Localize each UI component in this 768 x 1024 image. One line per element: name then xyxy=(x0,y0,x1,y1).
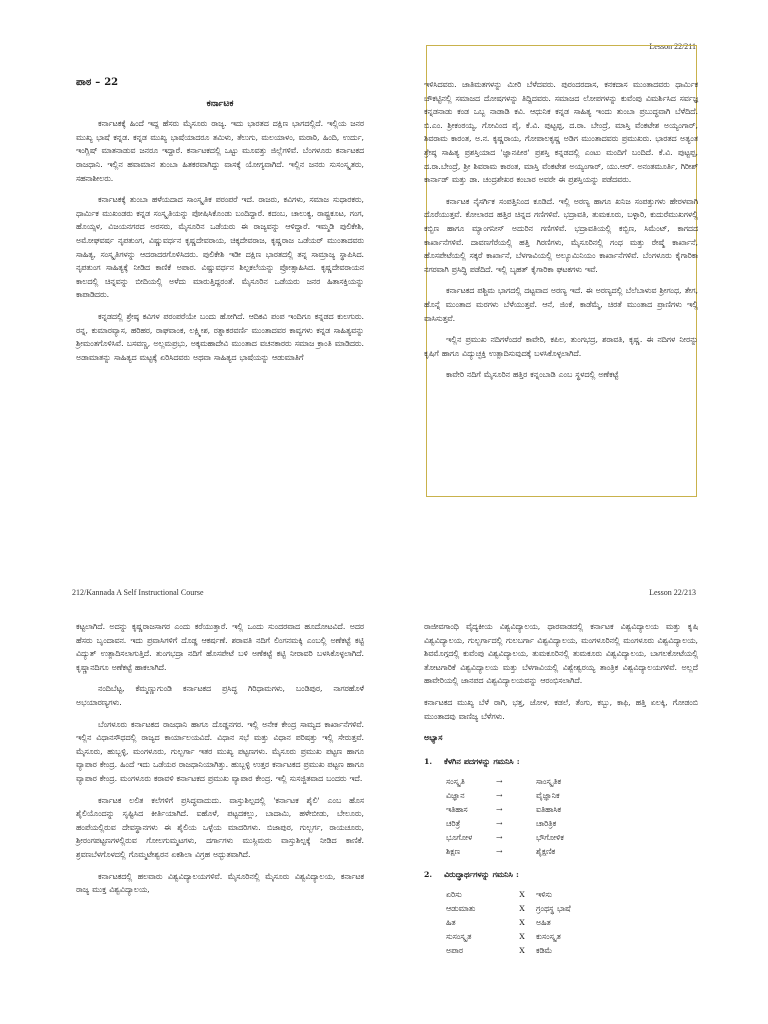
paragraph: ಕಾವೇರಿ ನದಿಗೆ ಮೈಸೂರಿನ ಹತ್ತಿರ ಕನ್ನಂಬಾಡಿ ಎಂಬ ಸ್ಥಳದಲ್ಲಿ ಅಣೆಕಟ್ಟೆ xyxy=(446,370,619,380)
arrow-icon: → xyxy=(496,790,503,800)
exercise-number: 1. xyxy=(424,756,433,766)
lesson-title: ಕರ್ನಾಟಕ xyxy=(206,98,234,109)
table-row xyxy=(446,930,656,944)
word: ಶಿಕ್ಷಣ xyxy=(446,846,461,856)
paragraph: ಕರ್ನಾಟಕದಲ್ಲಿ ಹಲವಾರು ವಿಶ್ವವಿದ್ಯಾಲಯಗಳಿವೆ. ಮೈಸೂರಿನಲ್ಲಿ ಮೈಸೂರು ವಿಶ್ವವಿದ್ಯಾಲಯ, ಕರ್ನಾಟಕ ರಾಜ್ಯ ಮುಕ್ತ ವಿಶ್ವವಿದ್ಯಾಲಯ, xyxy=(76,871,364,895)
page-213-right-column xyxy=(424,620,698,958)
arrow-icon: → xyxy=(496,832,503,842)
derived-word: ಐತಿಹಾಸಿಕ xyxy=(536,804,561,814)
antonym: ಕುಸಂಸ್ಕೃತ xyxy=(536,932,561,942)
paragraph: ರಾಜೀವಗಾಂಧಿ ವೈದ್ಯಕೀಯ ವಿಶ್ವವಿದ್ಯಾಲಯ, ಧಾರವಾಡದಲ್ಲಿ ಕರ್ನಾಟಕ ವಿಶ್ವವಿದ್ಯಾಲಯ ಮತ್ತು ಕೃಷಿ ವಿಶ್ವವಿದ್ಯಾಲಯ, ಗುಲ್ಬರ್ಗಾದಲ್ಲಿ ಗುಲಬರ್ಗಾ ವಿಶ್ವವಿದ್ಯಾಲಯ, ಮಂಗಳೂರಿನಲ್ಲಿ ಮಂಗಳೂರು ವಿಶ್ವವಿದ್ಯಾಲಯ, ಶಿವಮೊಗ್ಗದಲ್ಲಿ ಕುವೆಂಪು ವಿಶ್ವವಿದ್ಯಾಲಯ, ತುಮಕೂರಿನಲ್ಲಿ ತುಮಕೂರು ವಿಶ್ವವಿದ್ಯಾಲಯ, ಬಾಗಲಕೋಟೆಯಲ್ಲಿ ತೋಟಗಾರಿಕೆ ವಿಶ್ವವಿದ್ಯಾಲಯ ಮತ್ತು ಬೆಳಗಾವಿಯಲ್ಲಿ ವಿಶ್ವೇಶ್ವರಯ್ಯ ತಾಂತ್ರಿಕ ವಿಶ್ವವಿದ್ಯಾಲಯಗಳಿವೆ. ಅಲ್ಲದೆ ಹಾವೇರಿಯಲ್ಲಿ ಜಾನಪದ ವಿಶ್ವವಿದ್ಯಾಲಯವನ್ನು ಆರಂಭಿಸಲಾಗಿದೆ. xyxy=(424,622,698,686)
table-row xyxy=(446,816,656,830)
exercise-1-title xyxy=(424,755,698,769)
word: ಇತಿಹಾಸ xyxy=(446,804,468,814)
cross-icon: X xyxy=(519,946,525,956)
cross-icon: X xyxy=(519,890,525,900)
arrow-icon: → xyxy=(496,818,503,828)
table-row xyxy=(446,788,656,802)
paragraph: ಕರ್ನಾಟಕಕ್ಕೆ ಹಿಂದೆ ಇದ್ದ ಹೆಸರು ಮೈಸೂರು ರಾಜ್ಯ. ಇದು ಭಾರತದ ದಕ್ಷಿಣ ಭಾಗದಲ್ಲಿದೆ. ಇಲ್ಲಿಯ ಜನರ ಮುಖ್ಯ ಭಾಷೆ ಕನ್ನಡ. ಕನ್ನಡ ಮುಖ್ಯ ಭಾಷೆಯಾದರೂ ತಮಿಳು, ತೆಲುಗು, ಮಲಯಾಳಂ, ಮರಾಠಿ, ಹಿಂದಿ, ಉರ್ದು, ಇಂಗ್ಲಿಷ್ ಮಾತನಾಡುವ ಜನರೂ ಇದ್ದಾರೆ. ಕರ್ನಾಟಕದಲ್ಲಿ ಒಟ್ಟು ಮೂವತ್ತು ಜಿಲ್ಲೆಗಳಿವೆ. ಬೆಂಗಳೂರು ಕರ್ನಾಟಕದ ರಾಜಧಾನಿ. ಇಲ್ಲಿನ ಹವಾಮಾನ ತುಂಬಾ ಹಿತಕರವಾಗಿದ್ದು ವಾಸಕ್ಕೆ ಯೋಗ್ಯವಾಗಿದೆ. ಇಲ್ಲಿನ ಜನರು ಸುಸಂಸ್ಕೃತರು, ಸಹನಾಶೀಲರು. xyxy=(76,119,364,183)
cross-icon: X xyxy=(519,904,525,914)
exercise-title: ವಿರುದ್ಧಾರ್ಥಗಳನ್ನು ಗಮನಿಸಿ : xyxy=(444,870,519,880)
table-row xyxy=(446,830,656,844)
paragraph: ಕರ್ನಾಟಕದ ಪಶ್ಚಿಮ ಭಾಗದಲ್ಲಿ ದಟ್ಟವಾದ ಅರಣ್ಯ ಇದೆ. ಈ ಅರಣ್ಯದಲ್ಲಿ ಬೆಲೆಬಾಳುವ ಶ್ರೀಗಂಧ, ತೇಗ, ಹೊನ್ನೆ ಮುಂತಾದ ಮರಗಳು ಬೆಳೆಯುತ್ತವೆ. ಆನೆ, ಜಿಂಕೆ, ಕಾಡೆಮ್ಮೆ, ಚಿರತೆ ಮುಂತಾದ ಪ್ರಾಣಿಗಳು ಇಲ್ಲಿ ವಾಸಿಸುತ್ತವೆ. xyxy=(424,286,698,323)
word: ಹಿತ xyxy=(446,918,456,928)
arrow-icon: → xyxy=(496,804,503,814)
antonym: ಕಡಿಮೆ xyxy=(536,946,553,956)
derived-word: ಭೌಗೋಳಿಕ xyxy=(536,832,564,842)
exercise-2-title xyxy=(424,868,698,882)
word: ಚರಿತ್ರೆ xyxy=(446,818,461,828)
page-header-lesson-213: Lesson 22/213 xyxy=(649,588,696,597)
derived-word: ಚಾರಿತ್ರಿಕ xyxy=(536,818,557,828)
word: ಏರಿಸು xyxy=(446,890,462,900)
table-row xyxy=(446,802,656,816)
page-header-course-212: 212/Kannada A Self Instructional Course xyxy=(72,588,204,597)
page-213-left-column xyxy=(76,620,364,905)
page-211-left-column xyxy=(76,76,364,372)
table-row xyxy=(446,774,656,788)
cross-icon: X xyxy=(519,932,525,942)
word: ಅಪಾರ xyxy=(446,946,464,956)
paragraph: ನಂದಿಬೆಟ್ಟ, ಕೆಮ್ಮಣ್ಣುಗುಂಡಿ ಕರ್ನಾಟಕದ ಪ್ರಸಿದ್ಧ ಗಿರಿಧಾಮಗಳು, ಬಂಡಿಪುರ, ನಾಗರಹೊಳೆ ಅಭಯಾರಣ್ಯಗಳು. xyxy=(76,684,364,707)
word: ವಿಜ್ಞಾನ xyxy=(446,790,465,800)
page-header-lesson-211: Lesson 22/211 xyxy=(649,42,696,51)
paragraph: ಕಟ್ಟಲಾಗಿದೆ. ಅದನ್ನು ಕೃಷ್ಣರಾಜಸಾಗರ ಎಂದು ಕರೆಯುತ್ತಾರೆ. ಇಲ್ಲಿ ಒಂದು ಸುಂದರವಾದ ಹೂದೋಟವಿದೆ. ಅದರ ಹೆಸರು ಬೃಂದಾವನ. ಇದು ಪ್ರವಾಸಿಗಳಿಗೆ ದೊಡ್ಡ ಆಕರ್ಷಣೆ. ಶರಾವತಿ ನದಿಗೆ ಲಿಂಗನಮಕ್ಕಿ ಎಂಬಲ್ಲಿ ಅಣೆಕಟ್ಟೆ ಕಟ್ಟಿ ವಿದ್ಯುತ್ ಉತ್ಪಾದಿಸಲಾಗುತ್ತಿದೆ. ತುಂಗಭದ್ರಾ ನದಿಗೆ ಹೊಸಪೇಟೆ ಬಳಿ ಅಣೆಕಟ್ಟೆ ಕಟ್ಟಿ ನೀರಾವರಿ ಬಳಸಿಕೊಳ್ಳಲಾಗಿದೆ. ಕೃಷ್ಣಾನದಿಗೂ ಅಣೆಕಟ್ಟೆ ಹಾಕಲಾಗಿದೆ. xyxy=(76,622,364,672)
word: ಸಂಸ್ಕೃತಿ xyxy=(446,776,465,786)
page-211-right-column xyxy=(424,78,698,390)
antonym: ಅಹಿತ xyxy=(536,918,551,928)
cross-icon: X xyxy=(519,918,525,928)
antonym: ಗ್ರಂಥಸ್ಥ ಭಾಷೆ xyxy=(536,904,571,914)
paragraph: ಬೆಂಗಳೂರು ಕರ್ನಾಟಕದ ರಾಜಧಾನಿ ಹಾಗೂ ದೊಡ್ಡನಗರ. ಇಲ್ಲಿ ಅನೇಕ ಕೇಂದ್ರ ಸಾಮ್ಯದ ಕಾರ್ಖಾನೆಗಳಿವೆ. ಇಲ್ಲಿನ ವಿಧಾನಸೌಧದಲ್ಲಿ ರಾಜ್ಯದ ಕಾರ್ಯಾಲಯವಿದೆ. ವಿಧಾನ ಸಭೆ ಮತ್ತು ವಿಧಾನ ಪರಿಷತ್ತು ಇಲ್ಲಿ ಸೇರುತ್ತವೆ. ಮೈಸೂರು, ಹುಬ್ಬಳ್ಳಿ, ಮಂಗಳೂರು, ಗುಲ್ಬರ್ಗಾ ಇತರ ಮುಖ್ಯ ಪಟ್ಟಣಗಳು. ಮೈಸೂರು ಪ್ರಮುಖ ಪಟ್ಟಣ ಹಾಗೂ ವ್ಯಾಪಾರ ಕೇಂದ್ರ. ಹಿಂದೆ ಇದು ಒಡೆಯರ ರಾಜಧಾನಿಯಾಗಿತ್ತು. ಹುಬ್ಬಳ್ಳಿ ಉತ್ತರ ಕರ್ನಾಟಕದ ಪ್ರಮುಖ ಪಟ್ಟಣ ಹಾಗೂ ವ್ಯಾಪಾರ ಕೇಂದ್ರ. ಮಂಗಳೂರು ಕರಾವಳಿ ಕರ್ನಾಟಕದ ಪ್ರಮುಖ ವ್ಯಾಪಾರ ಕೇಂದ್ರ. ಇಲ್ಲಿ ಸುಸಜ್ಜಿತವಾದ ಬಂದರು ಇದೆ. xyxy=(76,719,364,783)
exercise-number: 2. xyxy=(424,870,433,880)
paragraph: ಕರ್ನಾಟಕ ನೈಸರ್ಗಿಕ ಸಂಪತ್ತಿನಿಂದ ಕೂಡಿದೆ. ಇಲ್ಲಿ ಅರಣ್ಯ ಹಾಗೂ ಖನಿಜ ಸಂಪತ್ತುಗಳು ಹೇರಳವಾಗಿ ದೊರೆಯುತ್ತವೆ. ಕೋಲಾರದ ಹತ್ತಿರ ಚಿನ್ನದ ಗಣಿಗಳಿವೆ. ಭದ್ರಾವತಿ, ತುಮಕೂರು, ಬಳ್ಳಾರಿ, ಕುದುರೆಮುಖಗಳಲ್ಲಿ ಕಬ್ಬಿಣ ಹಾಗೂ ಮ್ಯಾಂಗನೀಸ್ ಅದುರಿನ ಗಣಿಗಳಿವೆ. ಭದ್ರಾವತಿಯಲ್ಲಿ ಕಬ್ಬಿಣ, ಸಿಮೆಂಟ್, ಕಾಗದದ ಕಾರ್ಖಾನೆಗಳಿವೆ. ದಾವಣಗೆರೆಯಲ್ಲಿ ಹತ್ತಿ ಗಿರಣಿಗಳು, ಮೈಸೂರಿನಲ್ಲಿ ಗಂಧ ಮತ್ತು ರೇಷ್ಮೆ ಕಾರ್ಖಾನೆ, ಹೊಸಪೇಟೆಯಲ್ಲಿ ಸಕ್ಕರೆ ಕಾರ್ಖಾನೆ, ಬೆಳಗಾವಿಯಲ್ಲಿ ಅಲ್ಯೂಮಿನಿಯಂ ಕಾರ್ಖಾನೆಗಳಿವೆ. ಬೆಂಗಳೂರು ಕೈಗಾರಿಕಾ ನಗರವಾಗಿ ಪ್ರಸಿದ್ಧಿ ಪಡೆದಿದೆ. ಇಲ್ಲಿ ಬೃಹತ್ ಕೈಗಾರಿಕಾ ಘಟಕಗಳು ಇವೆ. xyxy=(424,196,698,274)
paragraph: ಕರ್ನಾಟಕದ ಮುಖ್ಯ ಬೆಳೆ ರಾಗಿ, ಭತ್ತ, ಜೋಳ, ಕಡಲೆ, ತೆಂಗು, ಕಬ್ಬು, ಕಾಫಿ, ಹತ್ತಿ ಏಲಕ್ಕಿ, ಗೋಡಂಬಿ ಮುಂತಾದವು ವಾಣಿಜ್ಯ ಬೆಳೆಗಳು. xyxy=(424,697,698,721)
paragraph: ಇಲ್ಲಿನ ಪ್ರಮುಖ ನದಿಗಳೆಂದರೆ ಕಾವೇರಿ, ಕಪಿಲ, ತುಂಗಭದ್ರ, ಶರಾವತಿ, ಕೃಷ್ಣ. ಈ ನದಿಗಳ ನೀರನ್ನು ಕೃಷಿಗೆ ಹಾಗೂ ವಿದ್ಯುಚ್ಛಕ್ತಿ ಉತ್ಪಾದಿಸುವುದಕ್ಕೆ ಬಳಸಿಕೊಳ್ಳಲಾಗಿದೆ. xyxy=(424,335,698,358)
exercise-1-word-table xyxy=(446,774,656,858)
antonym: ಇಳಿಸು xyxy=(536,890,552,900)
paragraph: ಕರ್ನಾಟಕ ಲಲಿತ ಕಲೆಗಳಿಗೆ ಪ್ರಸಿದ್ಧವಾದುದು. ವಾಸ್ತುಶಿಲ್ಪದಲ್ಲಿ 'ಕರ್ನಾಟಕ ಶೈಲಿ' ಎಂಬ ಹೊಸ ಶೈಲಿಯೊಂದನ್ನು ಸೃಷ್ಟಿಸಿದ ಕೀರ್ತಿಯಾಗಿದೆ. ಐಹೊಳೆ, ಪಟ್ಟದಕಲ್ಲು, ಬಾದಾಮಿ, ಹಳೇಬೀಡು, ಬೇಲೂರು, ಹಂಪೆಯಲ್ಲಿರುವ ದೇವಸ್ಥಾನಗಳು ಈ ಶೈಲಿಯ ಒಳ್ಳೆಯ ಮಾದರಿಗಳು. ಬಿಜಾಪುರ, ಗುಲ್ಬರ್ಗ, ರಾಯಚೂರು, ಶ್ರೀರಂಗಪಟ್ಟಣಗಳಲ್ಲಿರುವ ಗೋಲಗುಮ್ಮಟಗಳು, ದರ್ಗಾಗಳು ಮುಸ್ಲಿಮರು ವಾಸ್ತುಶಿಲ್ಪಕ್ಕೆ ನೀಡಿದ ಕಾಣಿಕೆ. ಶ್ರವಣಬೆಳಗೊಳದಲ್ಲಿ ಗೊಮ್ಮಟೇಶ್ವರನ ಏಕಶಿಲಾ ವಿಗ್ರಹ ಅದ್ಭುತವಾಗಿದೆ. xyxy=(76,795,364,859)
paragraph: ಕರ್ನಾಟಕಕ್ಕೆ ತುಂಬಾ ಹಳೆಯದಾದ ಸಾಂಸ್ಕೃತಿಕ ಪರಂಪರೆ ಇದೆ. ರಾಜರು, ಕವಿಗಳು, ಸಮಾಜ ಸುಧಾರಕರು, ಧಾರ್ಮಿಕ ಮುಖಂಡರು ಕನ್ನಡ ಸಂಸ್ಕೃತಿಯನ್ನು ಪೋಷಿಸಿಕೊಂಡು ಬಂದಿದ್ದಾರೆ. ಕದಂಬ, ಚಾಲುಕ್ಯ, ರಾಷ್ಟ್ರಕೂಟ, ಗಂಗ, ಹೊಯ್ಸಳ, ವಿಜಯನಗರದ ಅರಸರು, ಮೈಸೂರಿನ ಒಡೆಯರು ಈ ರಾಜ್ಯವನ್ನು ಆಳಿದ್ದಾರೆ. ಇಮ್ಮಡಿ ಪುಲಿಕೇಶಿ, ಅಮೋಘವರ್ಷ ನೃಪತುಂಗ, ವಿಷ್ಣುವರ್ಧನ ಕೃಷ್ಣದೇವರಾಯ, ಚಿಕ್ಕದೇವರಾಜ, ಕೃಷ್ಣರಾಜ ಒಡೆಯರ್ ಮುಂತಾದವರು ಸಾಹಿತ್ಯ, ಸಂಸ್ಕೃತಿಗಳನ್ನು ಆದರಾದರಗೊಳಿಸಿದರು. ಪುಲಿಕೇಶಿ ಇಡೀ ದಕ್ಷಿಣ ಭಾರತದಲ್ಲಿ ತನ್ನ ಸಾಮ್ರಾಜ್ಯ ಸ್ಥಾಪಿಸಿದ. ನೃಪತುಂಗ ಸಾಹಿತ್ಯಕ್ಕೆ ನೀಡಿದ ಕಾಣಿಕೆ ಅಪಾರ. ವಿಷ್ಣುವರ್ಧನ ಶಿಲ್ಪಕಲೆಯನ್ನು ಪ್ರೋತ್ಸಾಹಿಸಿದ. ಕೃಷ್ಣದೇವರಾಯನ ಕಾಲದಲ್ಲಿ ಚಿನ್ನವನ್ನು ಬೀದಿಯಲ್ಲಿ ಅಳೆದು ಮಾರುತ್ತಿದ್ದರಂತೆ. ಮೈಸೂರಿನ ಒಡೆಯರು ಜನರ ಹಿತಾಸಕ್ತಿಯನ್ನು ಕಾಪಾಡಿದರು. xyxy=(76,195,364,300)
word: ಭೂಗೋಳ xyxy=(446,832,473,842)
lesson-number: ಪಾಠ – 22 xyxy=(76,77,119,88)
paragraph: ಇಳಿಸಿದವರು. ಜಾತಿಮತಗಳನ್ನು ಮೀರಿ ಬೆಳೆದವರು. ಪುರಂದರದಾಸ, ಕನಕದಾಸ ಮುಂತಾದವರು ಧಾರ್ಮಿಕ ಚೌಕಟ್ಟಿನಲ್ಲಿ ಸಮಾಜದ ದೋಷಗಳನ್ನು ತಿದ್ದಿದವರು. ಸಮಾಜದ ಲೋಪಗಳನ್ನು ಕುವೆಂಪು ವಿಮರ್ಶಿಸಿದ ಸರ್ವಜ್ಞ ಕನ್ನಡನಾಡು ಕಂಡ ಒಬ್ಬ ನಾಡಾಡಿ ಕವಿ. ಆಧುನಿಕ ಕನ್ನಡ ಸಾಹಿತ್ಯ ಇಂದು ತುಂಬಾ ಪ್ರಬುದ್ಧವಾಗಿ ಬೆಳೆದಿದೆ. ಬಿ.ಎಂ. ಶ್ರೀಕಂಠಯ್ಯ, ಗೋವಿಂದ ಪೈ, ಕೆ.ವಿ. ಪುಟ್ಟಪ್ಪ, ದ.ರಾ. ಬೇಂದ್ರೆ, ಮಾಸ್ತಿ ವೆಂಕಟೇಶ ಅಯ್ಯಂಗಾರ್, ಶಿವರಾಮ ಕಾರಂತ, ಅ.ನ. ಕೃಷ್ಣರಾಯ, ಗೋಪಾಲಕೃಷ್ಣ ಅಡಿಗ ಮುಂತಾದವರು ಪ್ರಮುಖರು. ಭಾರತದ ಅತ್ಯಂತ ಶ್ರೇಷ್ಠ ಸಾಹಿತ್ಯ ಪ್ರಶಸ್ತಿಯಾದ 'ಜ್ಞಾನಪೀಠ' ಪ್ರಶಸ್ತಿ ಕನ್ನಡದಲ್ಲಿ ಎಂಟು ಮಂದಿಗೆ ಬಂದಿದೆ. ಕೆ.ವಿ. ಪುಟ್ಟಪ್ಪ, ದ.ರಾ.ಬೇಂದ್ರೆ, ಶ್ರೀ ಶಿವರಾಮ ಕಾರಂತ, ಮಾಸ್ತಿ ವೆಂಕಟೇಶ ಅಯ್ಯಂಗಾರ್, ಯು.ಆರ್. ಅನಂತಮೂರ್ತಿ, ಗಿರೀಶ್ ಕಾರ್ನಾಡ್ ಮತ್ತು ಡಾ. ಚಂದ್ರಶೇಖರ ಕಂಬಾರ ಅವರೇ ಈ ಪ್ರಶಸ್ತಿಯನ್ನು ಪಡೆದವರು. xyxy=(424,80,698,185)
table-row xyxy=(446,944,656,958)
table-row xyxy=(446,902,656,916)
word: ಸುಸಂಸ್ಕೃತ xyxy=(446,932,472,942)
table-row xyxy=(446,888,656,902)
exercise-2-antonym-table xyxy=(446,888,656,958)
paragraph: ಕನ್ನಡದಲ್ಲಿ ಶ್ರೇಷ್ಠ ಕವಿಗಳ ಪರಂಪರೆಯೇ ಬಂದು ಹೋಗಿದೆ. ಆದಿಕವಿ ಪಂಪ ಇಂದಿಗೂ ಕನ್ನಡದ ಕುಲಗುರು. ರನ್ನ, ಕುಮಾರವ್ಯಾಸ, ಹರಿಹರ, ರಾಘವಾಂಕ, ಲಕ್ಷ್ಮೀಶ, ರತ್ನಾಕರವರ್ಣಿ ಮುಂತಾದವರ ಕಾವ್ಯಗಳು ಕನ್ನಡ ಸಾಹಿತ್ಯವನ್ನು ಶ್ರೀಮಂತಗೊಳಿಸಿವೆ. ಬಸವಣ್ಣ, ಅಲ್ಲಮಪ್ರಭು, ಅಕ್ಕಮಹಾದೇವಿ ಮುಂತಾದ ವಚನಕಾರರು ಸಮಾಜ ಕ್ರಾಂತಿ ಮಾಡಿದರು. ಅಡಾಮಾತನ್ನು ಸಾಹಿತ್ಯದ ಮಟ್ಟಕ್ಕೆ ಏರಿಸಿದವರು ಅಥವಾ ಸಾಹಿತ್ಯದ ಭಾಷೆಯನ್ನು ಆಡುಮಾತಿಗೆ xyxy=(76,311,364,362)
derived-word: ವೈಜ್ಞಾನಿಕ xyxy=(536,790,560,800)
arrow-icon: → xyxy=(496,846,503,856)
table-row xyxy=(446,916,656,930)
derived-word: ಶೈಕ್ಷಣಿಕ xyxy=(536,846,556,856)
exercise-heading: ಅಭ್ಯಾಸ xyxy=(424,733,443,743)
arrow-icon: → xyxy=(496,776,503,786)
table-row xyxy=(446,844,656,858)
exercise-title: ಕೆಳಗಿನ ಪದಗಳನ್ನು ಗಮನಿಸಿ : xyxy=(444,756,520,766)
derived-word: ಸಾಂಸ್ಕೃತಿಕ xyxy=(536,776,562,786)
word: ಆಡುಮಾತು xyxy=(446,904,476,914)
